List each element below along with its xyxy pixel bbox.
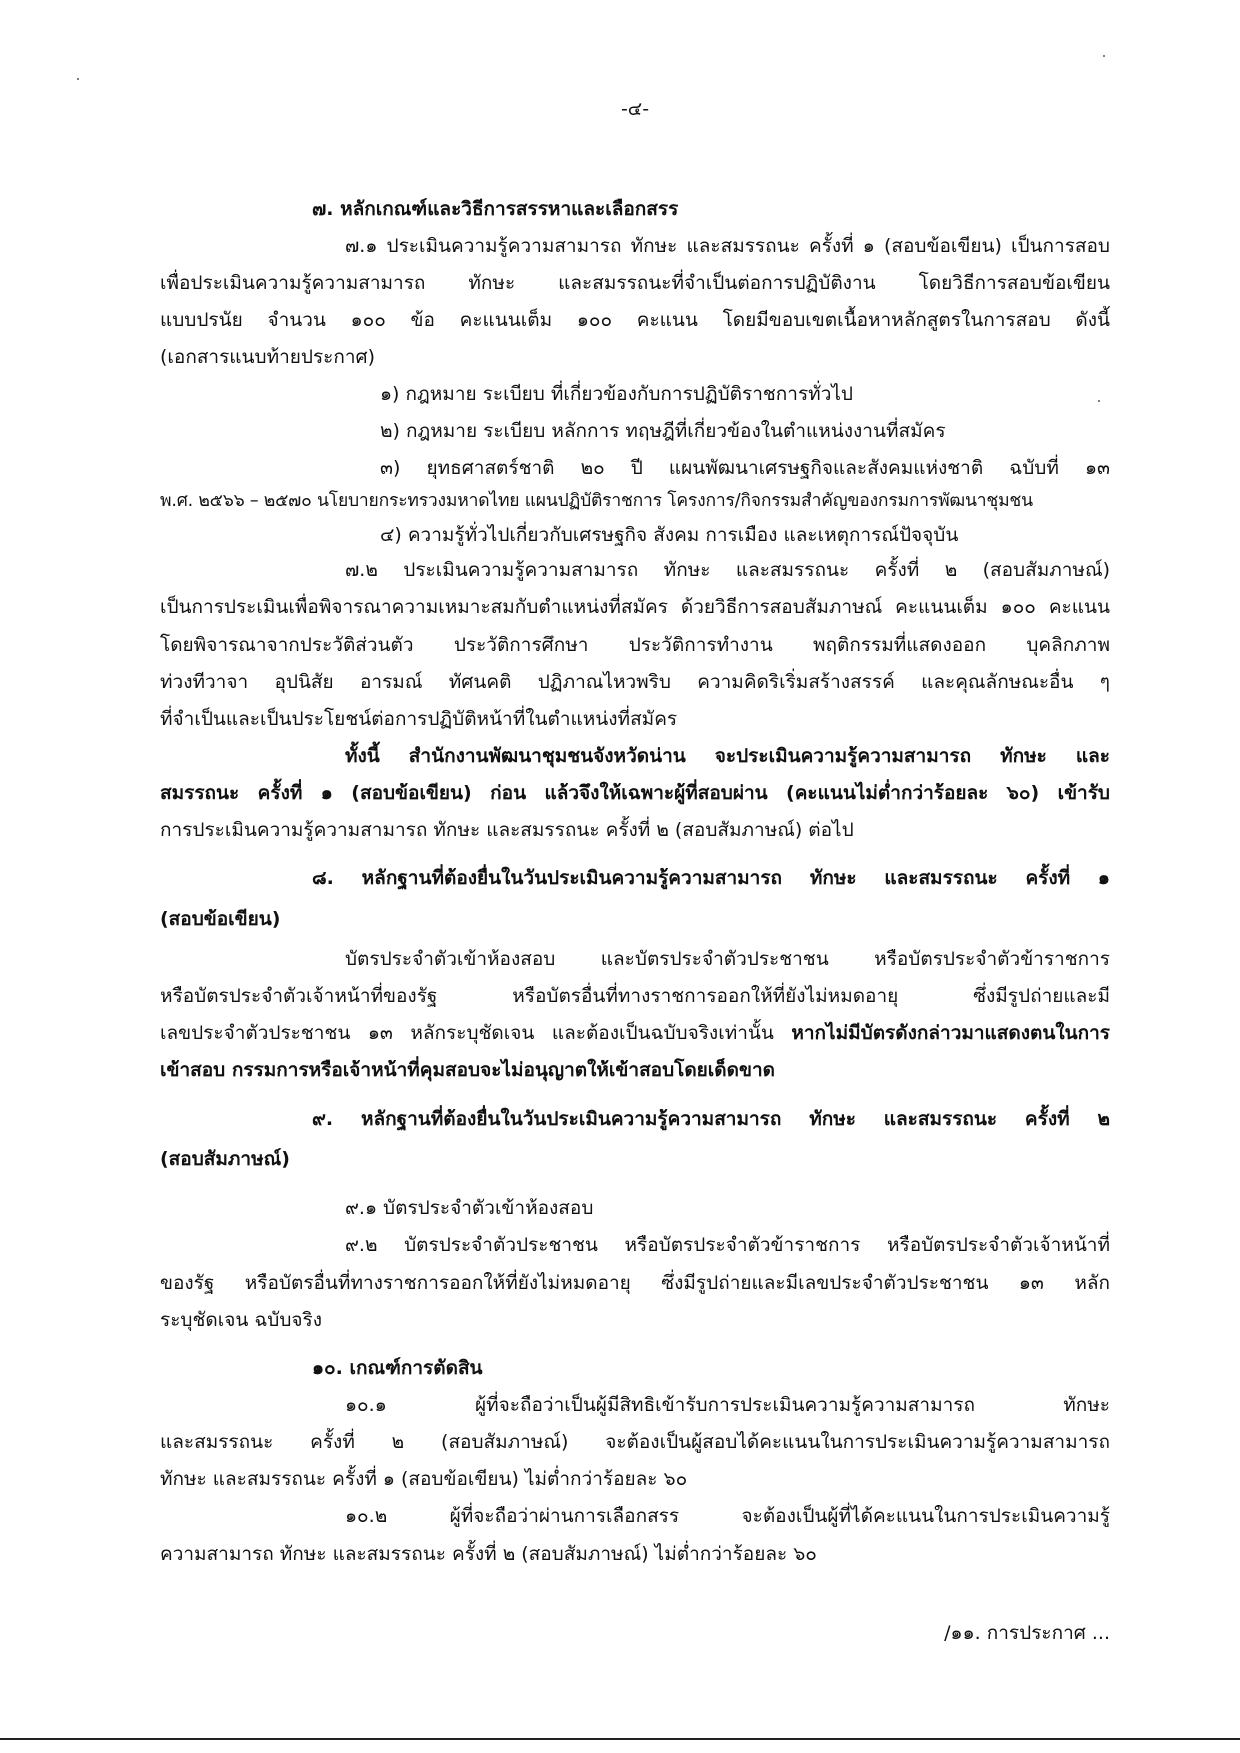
s10-item-1-line-1: ๑๐.๑ ผู้ที่จะถือว่าเป็นผู้มีสิทธิเข้ารับการประเมินความรู้ความสามารถ ทักษะ [345,1394,1110,1416]
s9-item-1: ๙.๑ บัตรประจำตัวเข้าห้องสอบ [345,1197,594,1219]
s7-item-2: ๒) กฎหมาย ระเบียบ หลักการ ทฤษฎีที่เกี่ยวข้องในตำแหน่งงานที่สมัคร [380,420,946,442]
scan-speck [1103,55,1105,57]
s8-body-line-3-bold: หากไม่มีบัตรดังกล่าวมาแสดงตนในการ [791,1022,1110,1044]
s7-p2-line-1: ๗.๒ ประเมินความรู้ความสามารถ ทักษะ และสมรรถนะ ครั้งที่ ๒ (สอบสัมภาษณ์) [345,559,1110,581]
section-10-heading: ๑๐. เกณฑ์การตัดสิน [312,1357,483,1379]
s10-item-1-line-3: ทักษะ และสมรรถนะ ครั้งที่ ๑ (สอบข้อเขียน) ไม่ต่ำกว่าร้อยละ ๖๐ [160,1468,688,1490]
s7-item-1: ๑) กฎหมาย ระเบียบ ที่เกี่ยวข้องกับการปฏิบัติราชการทั่วไป [380,383,853,405]
s7-note-line-2: สมรรถนะ ครั้งที่ ๑ (สอบข้อเขียน) ก่อน แล้วจึงให้เฉพาะผู้ที่สอบผ่าน (คะแนนไม่ต่ำกว่าร้อยละ ๖๐) เข้ารับ [160,782,1110,804]
s7-item-3-cont: พ.ศ. ๒๕๖๖ – ๒๕๗๐ นโยบายกระทรวงมหาดไทย แผนปฏิบัติราชการ โครงการ/กิจกรรมสำคัญของกรมการพัฒนาชุมชน [160,491,1033,511]
scan-speck [77,78,79,80]
s9-item-2-line-2: ของรัฐ หรือบัตรอื่นที่ทางราชการออกให้ที่ยังไม่หมดอายุ ซึ่งมีรูปถ่ายและมีเลขประจำตัวประชาชน ๑๓ หลัก [160,1272,1110,1294]
section-8-heading: ๘. หลักฐานที่ต้องยื่นในวันประเมินความรู้ความสามารถ ทักษะ และสมรรถนะ ครั้งที่ ๑ [312,867,1110,889]
s10-item-2-line-2: ความสามารถ ทักษะ และสมรรถนะ ครั้งที่ ๒ (สอบสัมภาษณ์) ไม่ต่ำกว่าร้อยละ ๖๐ [160,1543,817,1565]
section-9-heading-cont: (สอบสัมภาษณ์) [160,1148,290,1170]
s9-item-2-line-3: ระบุชัดเจน ฉบับจริง [160,1309,323,1331]
section-9-heading: ๙. หลักฐานที่ต้องยื่นในวันประเมินความรู้ความสามารถ ทักษะ และสมรรถนะ ครั้งที่ ๒ [312,1108,1110,1130]
s7-note-bold: จะประเมินความรู้ความสามารถ ทักษะ และ [714,745,1110,767]
footer-continuation: /๑๑. การประกาศ ... [944,1622,1110,1644]
s7-p1-line-4: (เอกสารแนบท้ายประกาศ) [160,346,376,368]
page-number: -๔- [620,98,650,120]
s7-p1-line-1: ๗.๑ ประเมินความรู้ความสามารถ ทักษะ และสมรรถนะ ครั้งที่ ๑ (สอบข้อเขียน) เป็นการสอบ [345,235,1110,257]
s10-item-1-line-2: และสมรรถนะ ครั้งที่ ๒ (สอบสัมภาษณ์) จะต้องเป็นผู้สอบได้คะแนนในการประเมินความรู้ความสามารถ [160,1431,1110,1453]
s7-p1-line-3: แบบปรนัย จำนวน ๑๐๐ ข้อ คะแนนเต็ม ๑๐๐ คะแนน โดยมีขอบเขตเนื้อหาหลักสูตรในการสอบ ดังนี้ [160,309,1110,331]
section-8-heading-cont: (สอบข้อเขียน) [160,908,281,930]
s7-p2-line-3: โดยพิจารณาจากประวัติส่วนตัว ประวัติการศึกษา ประวัติการทำงาน พฤติกรรมที่แสดงออก บุคลิกภาพ [160,634,1110,656]
bottom-scan-line [0,1738,1240,1740]
s8-body-line-1: บัตรประจำตัวเข้าห้องสอบ และบัตรประจำตัวประชาชน หรือบัตรประจำตัวข้าราชการ [345,948,1110,970]
s7-p2-line-4: ท่วงทีวาจา อุปนิสัย อารมณ์ ทัศนคติ ปฏิภาณไหวพริบ ความคิดริเริ่มสร้างสรรค์ และคุณลักษณะอื่น ๆ [160,671,1110,693]
s8-body-line-3 [160,1020,1110,1046]
s7-p2-line-5: ที่จำเป็นและเป็นประโยชน์ต่อการปฏิบัติหน้าที่ในตำแหน่งที่สมัคร [160,708,678,730]
s7-p1-line-2: เพื่อประเมินความรู้ความสามารถ ทักษะ และสมรรถนะที่จำเป็นต่อการปฏิบัติงาน โดยวิธีการสอบข้อเขียน [160,272,1110,294]
s7-p2-line-2: เป็นการประเมินเพื่อพิจารณาความเหมาะสมกับตำแหน่งที่สมัคร ด้วยวิธีการสอบสัมภาษณ์ คะแนนเต็ม ๑๐๐ คะแนน [160,596,1110,618]
s10-item-2-line-1: ๑๐.๒ ผู้ที่จะถือว่าผ่านการเลือกสรร จะต้องเป็นผู้ที่ได้คะแนนในการประเมินความรู้ [345,1505,1110,1527]
s8-body-line-4: เข้าสอบ กรรมการหรือเจ้าหน้าที่คุมสอบจะไม่อนุญาตให้เข้าสอบโดยเด็ดขาด [160,1059,775,1081]
s9-item-2-line-1: ๙.๒ บัตรประจำตัวประชาชน หรือบัตรประจำตัวข้าราชการ หรือบัตรประจำตัวเจ้าหน้าที่ [345,1234,1110,1256]
section-7-heading: ๗. หลักเกณฑ์และวิธีการสรรหาและเลือกสรร [312,198,679,220]
scan-speck [1098,400,1100,402]
s7-item-4: ๔) ความรู้ทั่วไปเกี่ยวกับเศรษฐกิจ สังคม การเมือง และเหตุการณ์ปัจจุบัน [380,524,959,546]
s7-note-line-1 [345,743,1110,769]
s7-note-line-3: การประเมินความรู้ความสามารถ ทักษะ และสมรรถนะ ครั้งที่ ๒ (สอบสัมภาษณ์) ต่อไป [160,819,854,841]
s8-body-line-3-normal: เลขประจำตัวประชาชน ๑๓ หลักระบุชัดเจน และต้องเป็นฉบับจริงเท่านั้น [160,1022,792,1044]
s7-item-3: ๓) ยุทธศาสตร์ชาติ ๒๐ ปี แผนพัฒนาเศรษฐกิจและสังคมแห่งชาติ ฉบับที่ ๑๓ [380,457,1110,479]
s7-note-lead: ทั้งนี้ สำนักงานพัฒนาชุมชนจังหวัดน่าน [345,745,715,767]
s8-body-line-2: หรือบัตรประจำตัวเจ้าหน้าที่ของรัฐ หรือบัตรอื่นที่ทางราชการออกให้ที่ยังไม่หมดอายุ ซึ่งมีรูปถ่ายและมี [160,985,1110,1007]
